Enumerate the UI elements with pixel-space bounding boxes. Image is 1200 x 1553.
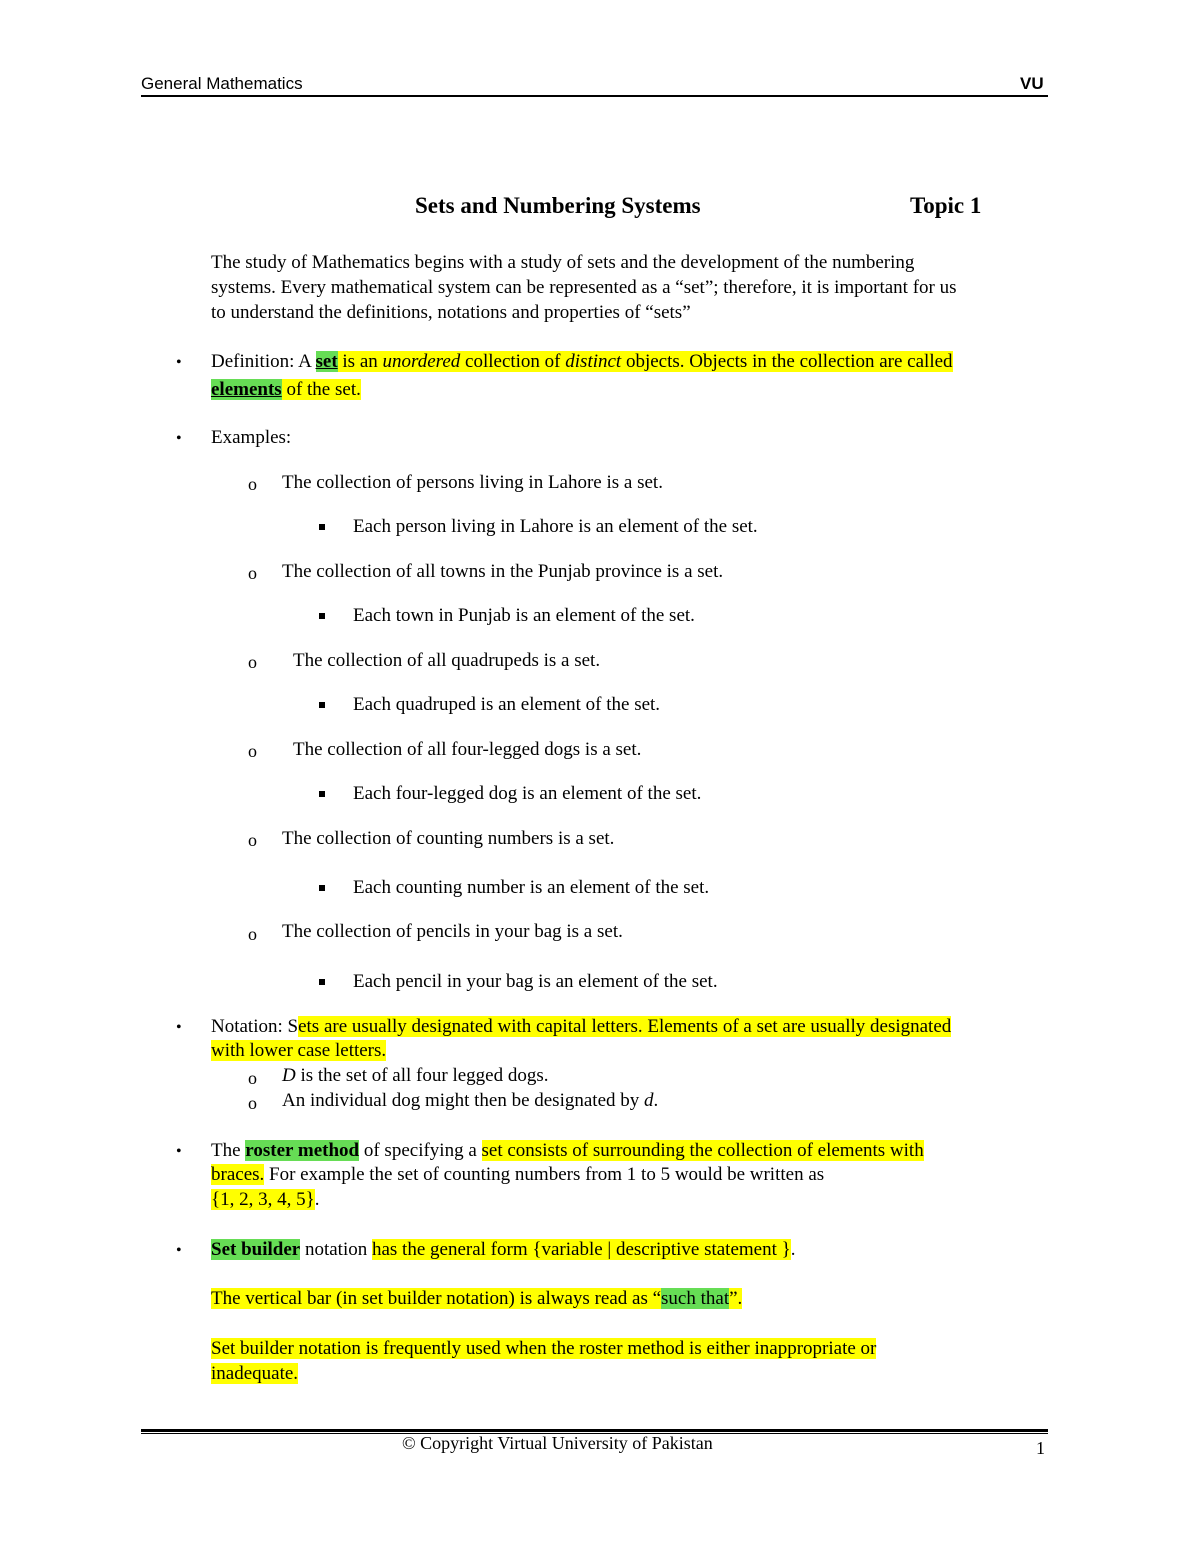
example-subitem: Each pencil in your bag is an element of the set. <box>353 971 718 992</box>
circle-bullet-icon: o <box>248 652 257 672</box>
square-bullet-icon <box>319 791 325 797</box>
example-subitem: Each four-legged dog is an element of the set. <box>353 783 702 804</box>
page-number: 1 <box>1036 1438 1045 1458</box>
circle-bullet-icon: o <box>248 741 257 761</box>
bullet-icon: • <box>176 1143 182 1160</box>
term-set-builder: Set builder <box>211 1239 301 1260</box>
bullet-icon: • <box>176 1019 182 1036</box>
bullet-icon: • <box>176 354 182 371</box>
bullet-icon: • <box>176 1242 182 1259</box>
intro-line-2: systems. Every mathematical system can be represented as a “set”; therefore, it is important for us <box>211 277 957 298</box>
example-item: The collection of pencils in your bag is a set. <box>282 921 623 942</box>
definition-line-2: elements of the set. <box>211 379 361 400</box>
example-item: The collection of persons living in Lahore is a set. <box>282 472 663 493</box>
roster-line-3: {1, 2, 3, 4, 5}. <box>211 1189 320 1210</box>
example-item: The collection of all towns in the Punjab province is a set. <box>282 561 724 582</box>
circle-bullet-icon: o <box>248 563 257 583</box>
setbuilder-line: Set builder notation has the general form {variable | descriptive statement }. <box>211 1239 796 1260</box>
bullet-icon: • <box>176 430 182 447</box>
circle-bullet-icon: o <box>248 830 257 850</box>
example-subitem: Each town in Punjab is an element of the set. <box>353 605 695 626</box>
header-rule <box>141 95 1048 97</box>
notation-subitem-1: D is the set of all four legged dogs. <box>282 1065 549 1086</box>
term-set: set <box>315 351 338 372</box>
vertical-bar-line: The vertical bar (in set builder notation) is always read as “such that”. <box>211 1288 743 1309</box>
footer-rule <box>141 1429 1048 1432</box>
page-title: Sets and Numbering Systems <box>415 193 701 218</box>
intro-line-3: to understand the definitions, notations and properties of “sets” <box>211 302 691 323</box>
roster-line-2: braces. For example the set of counting numbers from 1 to 5 would be written as <box>211 1164 825 1185</box>
example-item: The collection of counting numbers is a set. <box>282 828 615 849</box>
example-item: The collection of all four-legged dogs is a set. <box>293 739 642 760</box>
term-such-that: such that <box>661 1288 730 1309</box>
header-course-title: General Mathematics <box>141 74 303 93</box>
frequently-used-line-1: Set builder notation is frequently used when the roster method is either inappropriate or <box>211 1338 877 1359</box>
notation-line-2: with lower case letters. <box>211 1040 387 1061</box>
roster-line-1: The roster method of specifying a set consists of surrounding the collection of elements with <box>211 1140 924 1161</box>
square-bullet-icon <box>319 613 325 619</box>
example-subitem: Each person living in Lahore is an element of the set. <box>353 516 758 537</box>
term-roster-method: roster method <box>245 1140 360 1161</box>
example-item: The collection of all quadrupeds is a set. <box>293 650 601 671</box>
footer-copyright: © Copyright Virtual University of Pakistan <box>402 1433 713 1453</box>
square-bullet-icon <box>319 979 325 985</box>
circle-bullet-icon: o <box>248 1068 257 1088</box>
square-bullet-icon <box>319 885 325 891</box>
example-subitem: Each counting number is an element of the set. <box>353 877 710 898</box>
circle-bullet-icon: o <box>248 1093 257 1113</box>
example-subitem: Each quadruped is an element of the set. <box>353 694 661 715</box>
notation-subitem-2: An individual dog might then be designated by d. <box>282 1090 659 1111</box>
topic-label: Topic 1 <box>910 193 982 218</box>
term-elements: elements <box>211 379 282 400</box>
square-bullet-icon <box>319 524 325 530</box>
circle-bullet-icon: o <box>248 924 257 944</box>
header-institution: VU <box>1020 74 1044 93</box>
definition-line-1: Definition: A set is an unordered collection of distinct objects. Objects in the collection are called <box>211 351 953 372</box>
frequently-used-line-2: inadequate. <box>211 1363 299 1384</box>
square-bullet-icon <box>319 702 325 708</box>
intro-line-1: The study of Mathematics begins with a study of sets and the development of the numbering <box>211 252 915 273</box>
circle-bullet-icon: o <box>248 474 257 494</box>
notation-line-1: Notation: Sets are usually designated with capital letters. Elements of a set are usually designated <box>211 1016 952 1037</box>
examples-label: Examples: <box>211 427 292 448</box>
